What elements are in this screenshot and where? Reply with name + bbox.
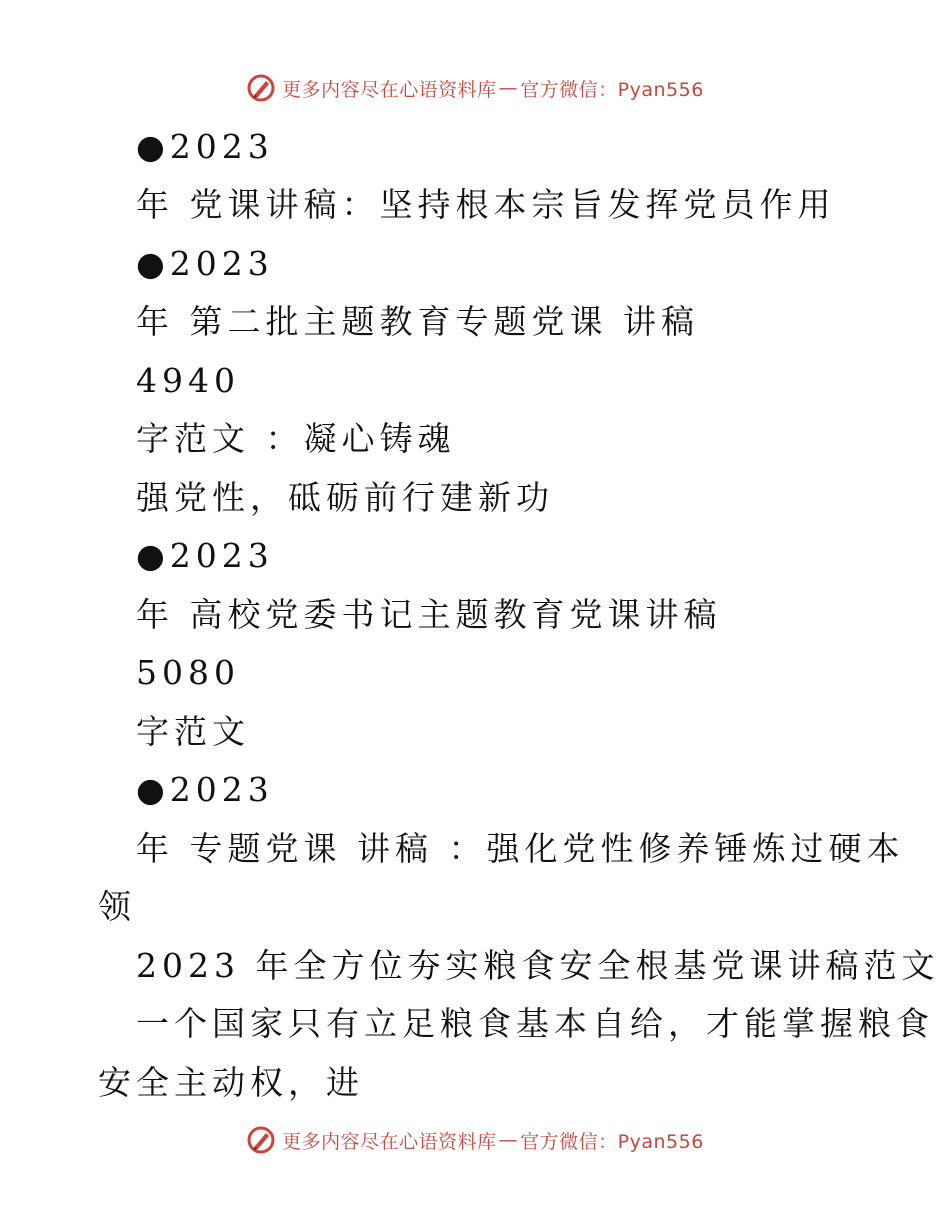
text-line: 强党性，砥砺前行建新功 <box>136 478 554 517</box>
text-line: ●2023 <box>136 536 274 575</box>
text-line: 年 第二批主题教育专题党课 讲稿 <box>136 302 699 341</box>
text-line: 年 党课讲稿：坚持根本宗旨发挥党员作用 <box>136 185 836 224</box>
text-line: ●2023 <box>136 770 274 809</box>
text-line: 2023 年全方位夯实粮食安全根基党课讲稿范文 <box>136 946 940 985</box>
watermark-dash: — <box>498 1129 519 1151</box>
footer-watermark <box>0 1122 950 1158</box>
text-line: ●2023 <box>136 127 274 166</box>
text-line: 字范文 <box>136 712 250 751</box>
text-line: 字范文 ：凝心铸魂 <box>136 419 456 458</box>
text-line: 年 高校党委书记主题教育党课讲稿 <box>136 595 722 634</box>
pen-logo-icon <box>246 1125 276 1155</box>
text-line: 年 专题党课 讲稿 ：强化党性修养锤炼过硬本 <box>136 829 905 868</box>
pen-logo-icon <box>246 73 276 103</box>
watermark-dash: — <box>498 77 519 99</box>
header-watermark <box>0 70 950 106</box>
text-line: 安全主动权，进 <box>98 1063 364 1102</box>
text-line: 4940 <box>136 361 240 400</box>
text-line: 一个国家只有立足粮食基本自给，才能掌握粮食 <box>136 1004 934 1043</box>
text-line: ●2023 <box>136 244 274 283</box>
watermark-contact: 官方微信：Pyan556 <box>520 78 704 101</box>
watermark-contact: 官方微信：Pyan556 <box>520 1130 704 1153</box>
watermark-text: 更多内容尽在心语资料库 <box>282 78 497 101</box>
text-line: 5080 <box>136 653 240 692</box>
text-line: 领 <box>98 887 136 926</box>
watermark-text: 更多内容尽在心语资料库 <box>282 1130 497 1153</box>
